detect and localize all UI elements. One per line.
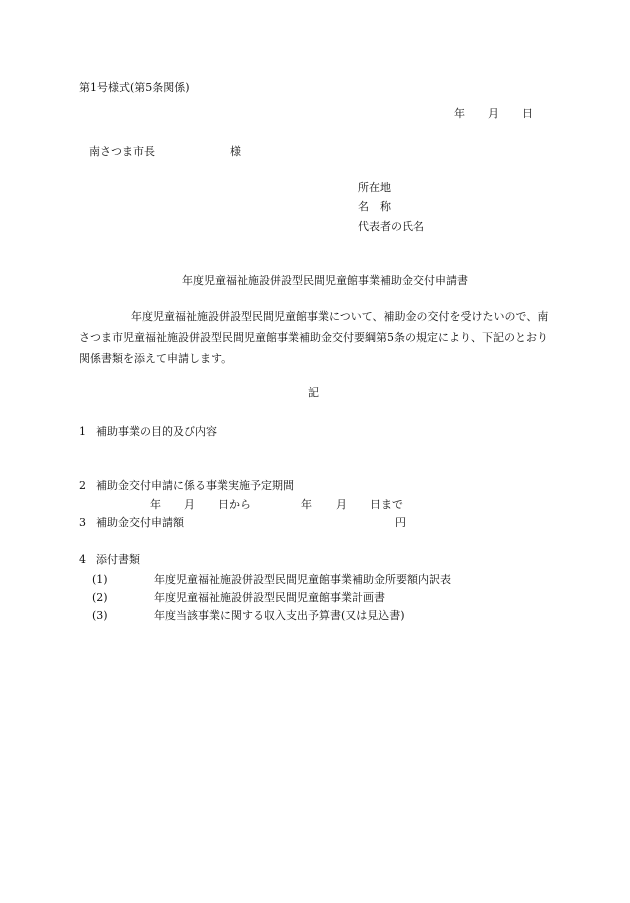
attachment-text: 年度当該事業に関する収入支出予算書(又は見込書)	[154, 609, 405, 622]
period-from-year: 年	[150, 498, 161, 511]
addressee-name: 南さつま市長	[89, 145, 155, 158]
attachment-text: 年度児童福祉施設併設型民間児童館事業補助金所要額内訳表	[154, 573, 451, 586]
item-4-label: 添付書類	[96, 553, 140, 566]
period-to-month: 月	[336, 498, 347, 511]
date-month: 月	[488, 107, 499, 120]
form-number: 第1号様式(第5条関係)	[79, 81, 190, 94]
item-2-number: 2	[79, 479, 86, 492]
item-2-label: 補助金交付申請に係る事業実施予定期間	[96, 479, 294, 492]
item-1-label: 補助事業の目的及び内容	[96, 425, 217, 438]
document-title: 年度児童福祉施設併設型民間児童館事業補助金交付申請書	[182, 274, 468, 287]
applicant-representative-label: 代表者の氏名	[358, 220, 424, 233]
period-to-day: 日まで	[370, 498, 403, 511]
applicant-address-label: 所在地	[358, 181, 391, 194]
item-3-number: 3	[79, 516, 86, 529]
period-to-year: 年	[301, 498, 312, 511]
attachment-text: 年度児童福祉施設併設型民間児童館事業計画書	[154, 591, 385, 604]
item-3-label: 補助金交付申請額	[96, 516, 184, 529]
body-paragraph	[79, 306, 549, 369]
ki-heading: 記	[308, 386, 319, 399]
applicant-name-label: 名 称	[358, 200, 391, 213]
item-3-unit: 円	[395, 516, 406, 529]
body-text: 年度児童福祉施設併設型民間児童館事業について、補助金の交付を受けたいので、南さつま市児童福祉施設併設型民間児童館事業補助金交付要綱第5条の規定により、下記のとおり関係書類を添えて申請します。	[79, 310, 549, 365]
attachment-number: (3)	[92, 609, 108, 622]
addressee-honorific: 様	[230, 145, 241, 158]
period-from-month: 月	[184, 498, 195, 511]
item-1-number: 1	[79, 425, 86, 438]
date-day: 日	[522, 107, 533, 120]
date-year: 年	[454, 107, 465, 120]
period-from-day: 日から	[218, 498, 251, 511]
attachment-number: (1)	[92, 573, 108, 586]
attachment-number: (2)	[92, 591, 108, 604]
item-4-number: 4	[79, 553, 86, 566]
